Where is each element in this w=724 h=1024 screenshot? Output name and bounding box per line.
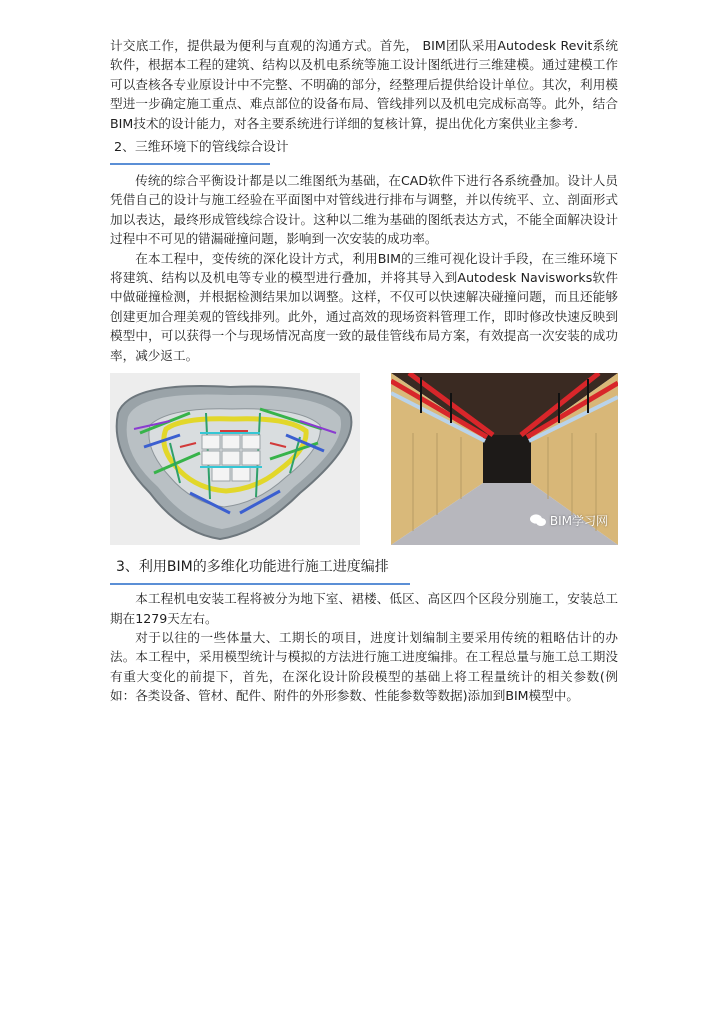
corridor-pipes-image bbox=[391, 373, 618, 545]
section-2-paragraph-2: 在本工程中，变传统的深化设计方式，利用BIM的三维可视化设计手段，在三维环境下将建筑、结构以及机电等专业的模型进行叠加，并将其导入到Autodesk Navisworks软件中做碰撞检测，并根据检测结果加以调整。这样，不仅可以快速解决碰撞问题，而且还能够创建更加合理美观的管线排列。此外，通过高效的现场资料管理工作，即时修改快速反映到模型中，可以获得一个与现场情况高度一致的最佳管线布局方案，有效提高一次安装的成功率，减少返工。 bbox=[110, 250, 618, 363]
section-2-heading-rule bbox=[110, 163, 270, 165]
watermark bbox=[530, 512, 608, 529]
section-3-heading: 3、利用BIM的多维化功能进行施工进度编排 bbox=[116, 559, 389, 576]
bim-model-overview-image bbox=[110, 373, 360, 545]
intro-paragraph: 计交底工作，提供最为便利与直观的沟通方式。首先， BIM团队采用Autodesk Revit系统软件，根据本工程的建筑、结构以及机电系统等施工设计图纸进行三维建模。通过建模工作可以查核各专业原设计中不完整、不明确的部分，经整理后提供给设计单位。其次，利用模型进一步确定施工重点、难点部位的设备布局、管线排列以及机电完成标高等。此外，结合BIM技术的设计能力，对各主要系统进行详细的复核计算，提出优化方案供业主参考. bbox=[110, 38, 618, 131]
section-2-paragraph-1: 传统的综合平衡设计都是以二维图纸为基础，在CAD软件下进行各系统叠加。设计人员凭借自己的设计与施工经验在平面图中对管线进行排布与调整，并以传统平、立、剖面形式加以表达，最终形成管线综合设计。这种以二维为基础的图纸表达方式，不能全面解决设计过程中不可见的错漏碰撞问题，影响到一次安装的成功率。 bbox=[110, 173, 618, 247]
section-3-heading-rule bbox=[110, 583, 410, 585]
chat-bubble-icon bbox=[530, 514, 546, 527]
section-3-paragraph-1: 本工程机电安装工程将被分为地下室、裙楼、低区、高区四个区段分别施工，安装总工期在1279天左右。 bbox=[110, 591, 618, 626]
section-2-heading: 2、三维环境下的管线综合设计 bbox=[114, 140, 289, 156]
section-3-paragraph-2: 对于以往的一些体量大、工期长的项目，进度计划编制主要采用传统的粗略估计的办法。本工程中，采用模型统计与模拟的方法进行施工进度编排。在工程总量与施工总工期没有重大变化的前提下，首先，在深化设计阶段模型的基础上将工程量统计的相关参数(例如：各类设备、管材、配件、附件的外形参数、性能参数等数据)添加到BIM模型中。 bbox=[110, 629, 618, 704]
watermark-text: BIM学习网 bbox=[549, 514, 608, 529]
figure-row bbox=[110, 373, 618, 545]
document-page bbox=[110, 36, 618, 706]
